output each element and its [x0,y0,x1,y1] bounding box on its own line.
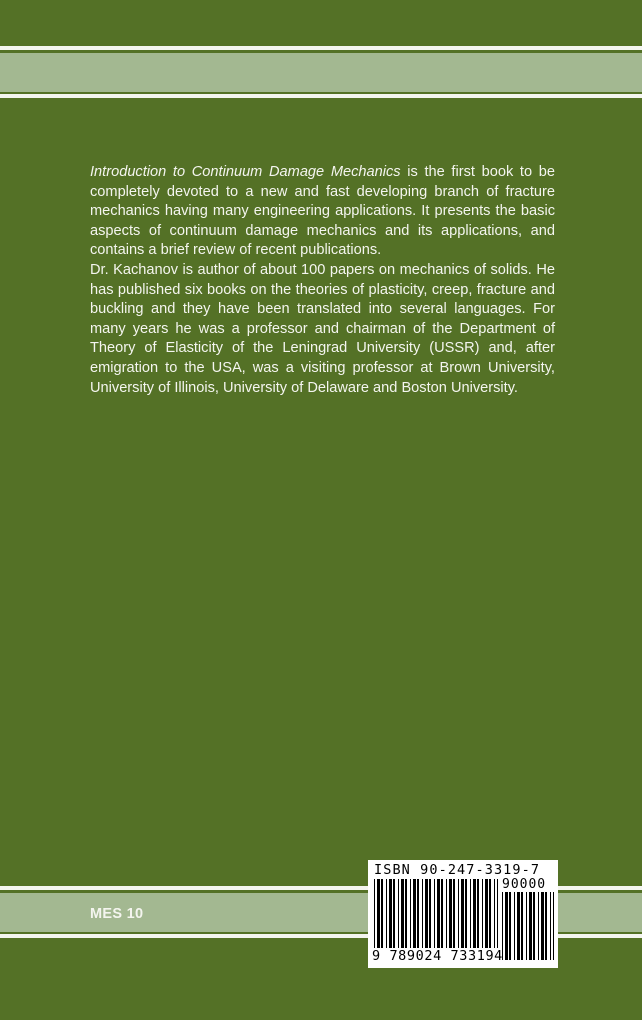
isbn-number: ISBN 90-247-3319-7 [374,862,541,878]
top-rule-upper [0,46,642,50]
isbn-barcode [368,860,558,968]
back-cover-blurb [90,163,555,398]
price-addon-number: 90000 [502,877,547,892]
blurb-paragraph-2: Dr. Kachanov is author of about 100 papers on mechanics of solids. He has published six books on the theories of plasticity, creep, fracture and buckling and they have been translated into several languages. For many years he was a professor and chairman of the Department of Theory of Elasticity of the Leningrad University (USSR) and, after emigration to the USA, was a visiting professor at Brown University, University of Illinois, University of Delaware and Boston University. [90,261,555,396]
blurb-paragraph-1-text: is the first book to be completely devoted to a new and fast developing branch of fracture mechanics having many engineering applications. It presents the basic aspects of continuum damage mechanics and its applications, and contains a brief review of recent publications. [90,164,555,259]
top-band [0,53,642,92]
book-title: Introduction to Continuum Damage Mechanics [90,164,401,180]
top-rule-lower [0,94,642,98]
series-label: MES 10 [90,906,144,922]
ean-number: 9 789024 733194 [372,948,503,964]
blurb-paragraph-1 [90,163,555,261]
